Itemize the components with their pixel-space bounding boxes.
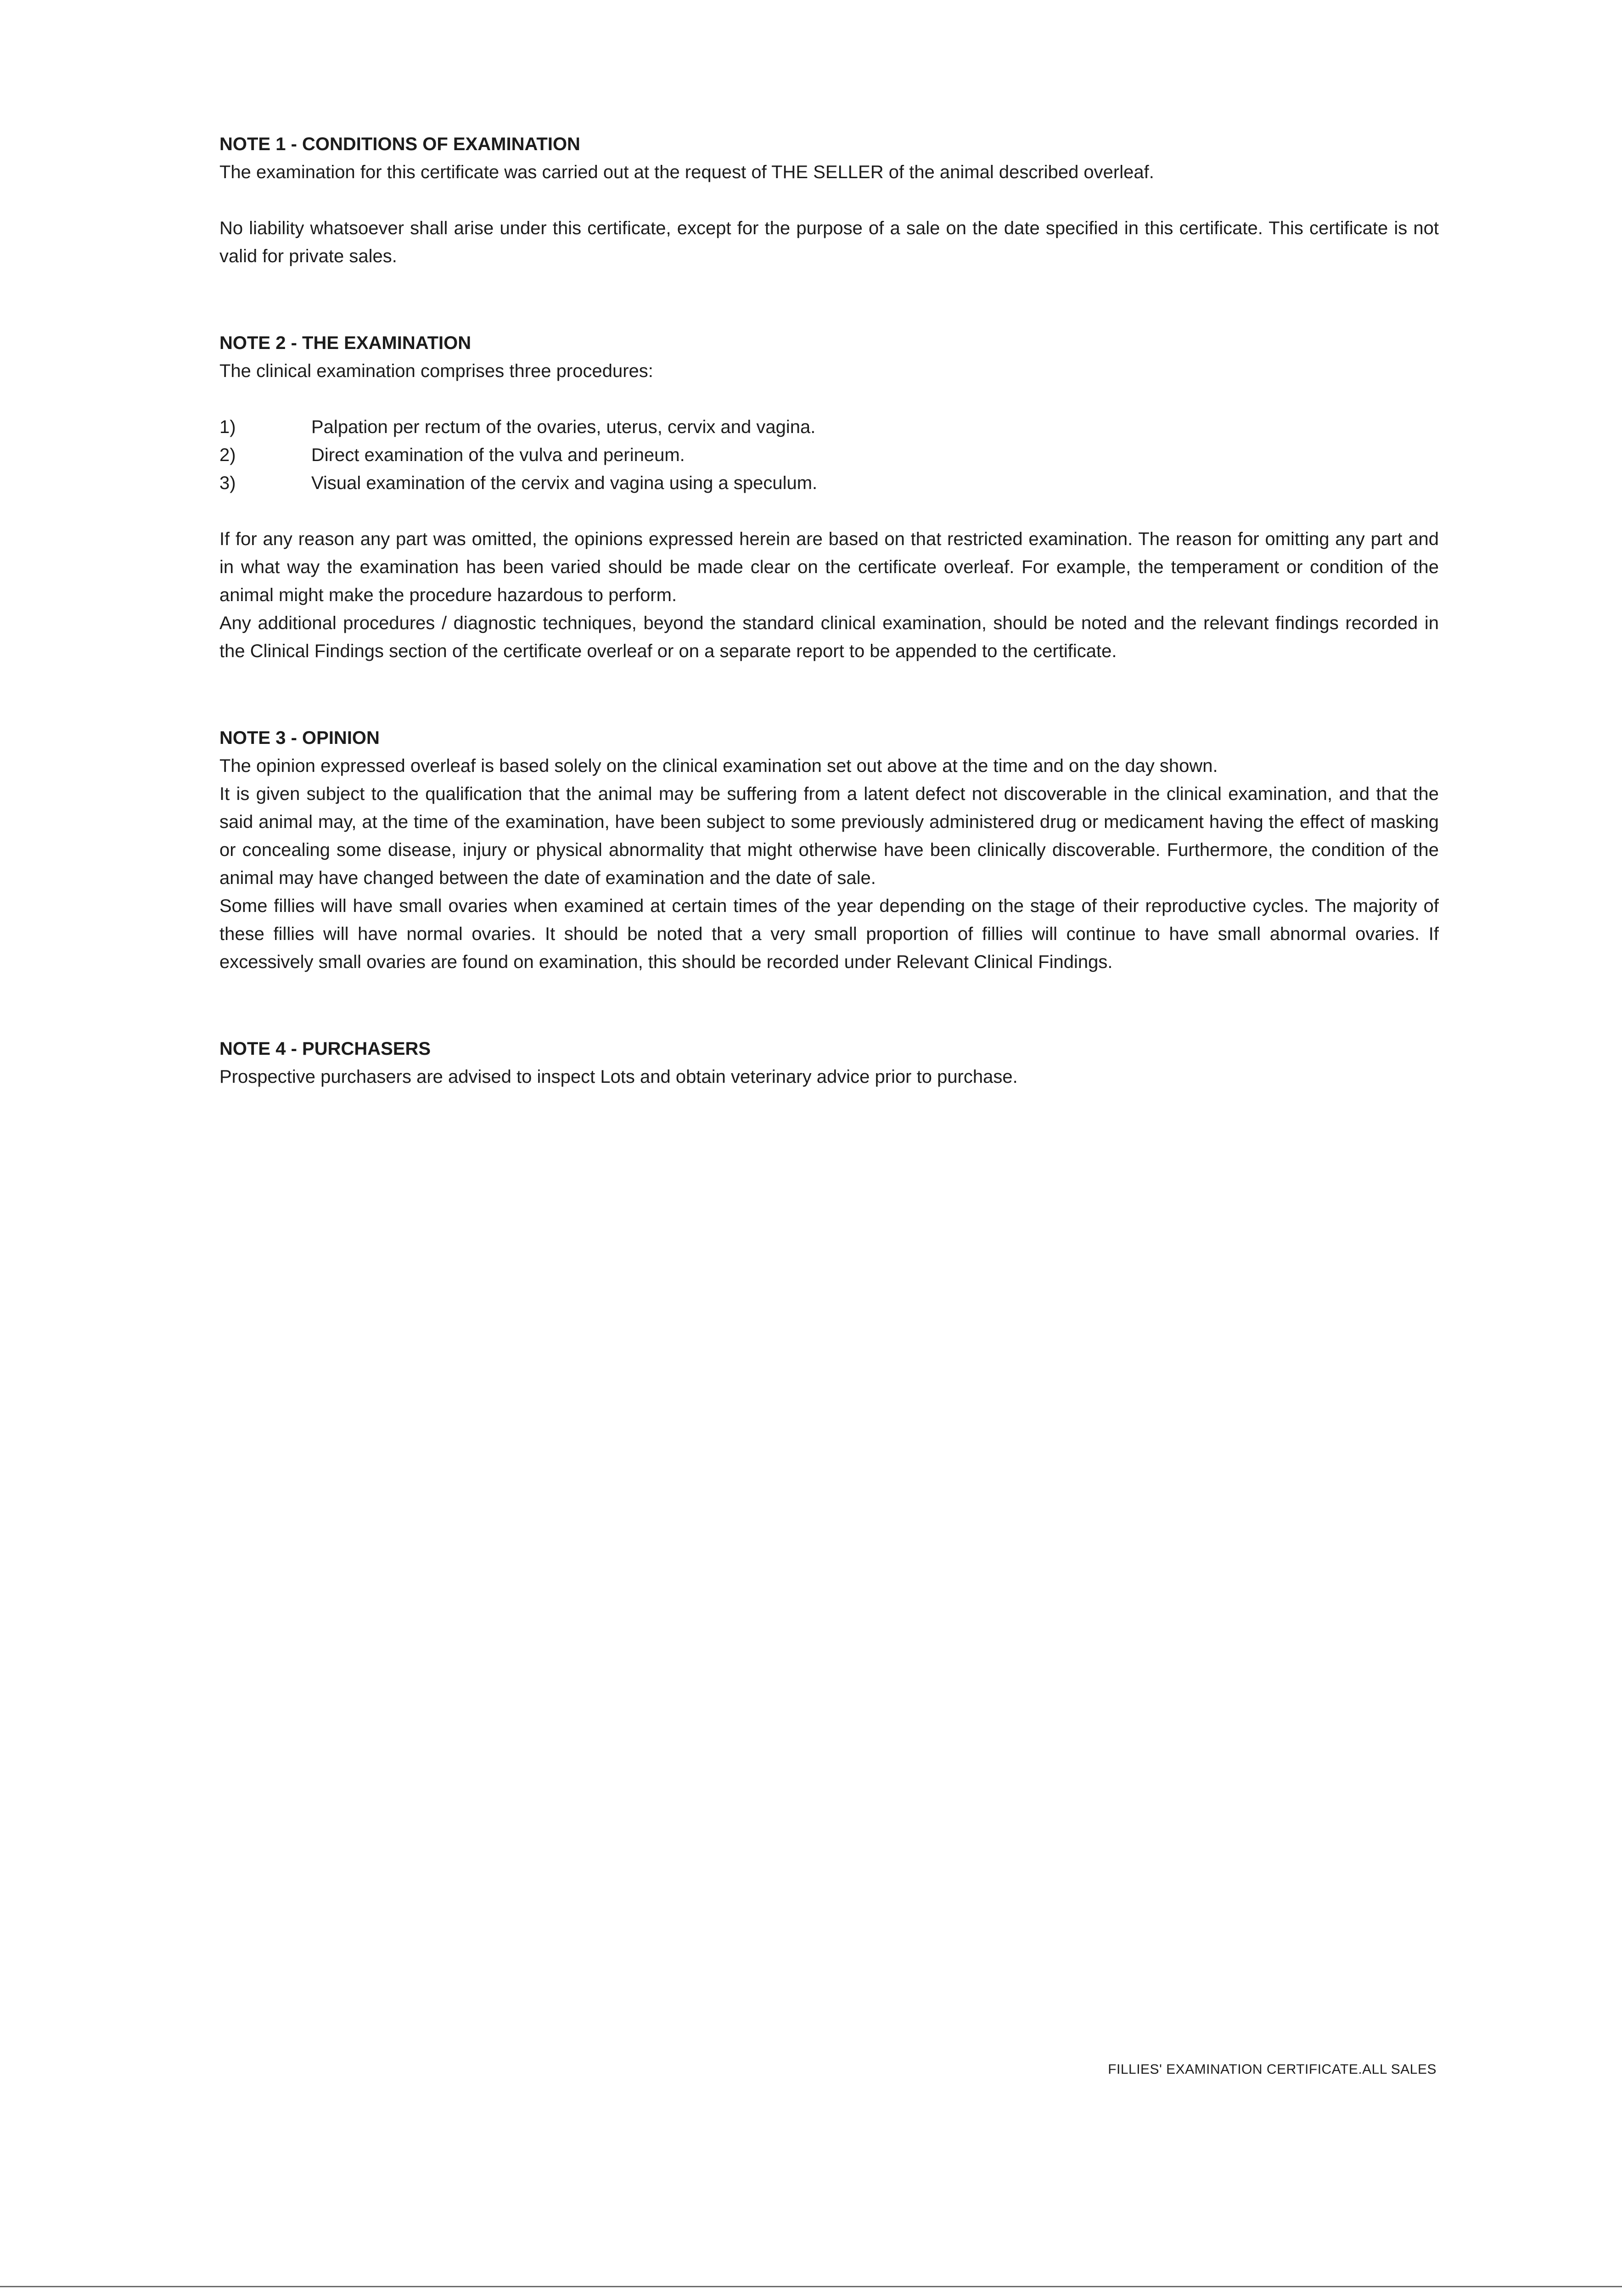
procedure-item — [219, 469, 1439, 497]
note-2-heading: NOTE 2 - THE EXAMINATION — [219, 333, 471, 353]
procedure-list — [219, 413, 1439, 497]
spacer — [219, 976, 1439, 1035]
spacer — [219, 270, 1439, 329]
procedure-number: 1) — [219, 417, 236, 437]
spacer — [219, 665, 1439, 724]
note-2-section — [219, 329, 1439, 665]
note-3-heading: NOTE 3 - OPINION — [219, 728, 380, 748]
document-reference-footer: FILLIES' EXAMINATION CERTIFICATE.ALL SALES — [1108, 2062, 1437, 2077]
document-body — [219, 130, 1439, 1091]
note-2-intro: The clinical examination comprises three procedures: — [219, 361, 653, 381]
note-4-section — [219, 1035, 1439, 1091]
note-1-heading: NOTE 1 - CONDITIONS OF EXAMINATION — [219, 134, 580, 154]
procedure-number: 2) — [219, 445, 236, 465]
procedure-text: Visual examination of the cervix and vagina using a speculum. — [311, 473, 818, 493]
note-3-paragraph-2: It is given subject to the qualification that the animal may be suffering from a latent defect not discoverable in the clinical examination, and that the said animal may, at the time of the examination, have been subject to some previously administered drug or medicament having the effect of masking or concealing some disease, injury or physical abnormality that might otherwise have been clinically discoverable. Furthermore, the condition of the animal may have changed between the date of examination and the date of sale. — [219, 784, 1439, 888]
procedure-text: Palpation per rectum of the ovaries, uterus, cervix and vagina. — [311, 417, 816, 437]
procedure-number: 3) — [219, 473, 236, 493]
procedure-item — [219, 441, 1439, 469]
note-3-paragraph-1: The opinion expressed overleaf is based solely on the clinical examination set out above at the time and on the day shown. — [219, 756, 1218, 776]
note-3-paragraph-3: Some fillies will have small ovaries when examined at certain times of the year depending on the stage of their reproductive cycles. The majority of these fillies will have normal ovaries. It should be noted that a very small proportion of fillies will continue to have small abnormal ovaries. If excessively small ovaries are found on examination, this should be recorded under Relevant Clinical Findings. — [219, 896, 1439, 972]
note-1-paragraph-1: The examination for this certificate was carried out at the request of THE SELLER of the animal described overleaf. — [219, 162, 1154, 182]
procedure-text: Direct examination of the vulva and perineum. — [311, 445, 685, 465]
note-2-paragraph-1: If for any reason any part was omitted, the opinions expressed herein are based on that restricted examination. The reason for omitting any part and in what way the examination has been varied should be made clear on the certificate overleaf. For example, the temperament or condition of the animal might make the procedure hazardous to perform. — [219, 529, 1439, 605]
note-3-section — [219, 724, 1439, 976]
spacer — [219, 385, 1439, 413]
scan-edge-divider — [0, 2286, 1622, 2287]
spacer — [219, 497, 1439, 525]
spacer — [219, 186, 1439, 214]
note-4-paragraph-1: Prospective purchasers are advised to inspect Lots and obtain veterinary advice prior to purchase. — [219, 1067, 1018, 1087]
note-1-paragraph-2: No liability whatsoever shall arise under this certificate, except for the purpose of a sale on the date specified in this certificate. This certificate is not valid for private sales. — [219, 218, 1439, 266]
note-2-paragraph-2: Any additional procedures / diagnostic techniques, beyond the standard clinical examination, should be noted and the relevant findings recorded in the Clinical Findings section of the certificate overleaf or on a separate report to be appended to the certificate. — [219, 613, 1439, 661]
note-1-section — [219, 130, 1439, 270]
procedure-item — [219, 413, 1439, 441]
note-4-heading: NOTE 4 - PURCHASERS — [219, 1039, 431, 1059]
